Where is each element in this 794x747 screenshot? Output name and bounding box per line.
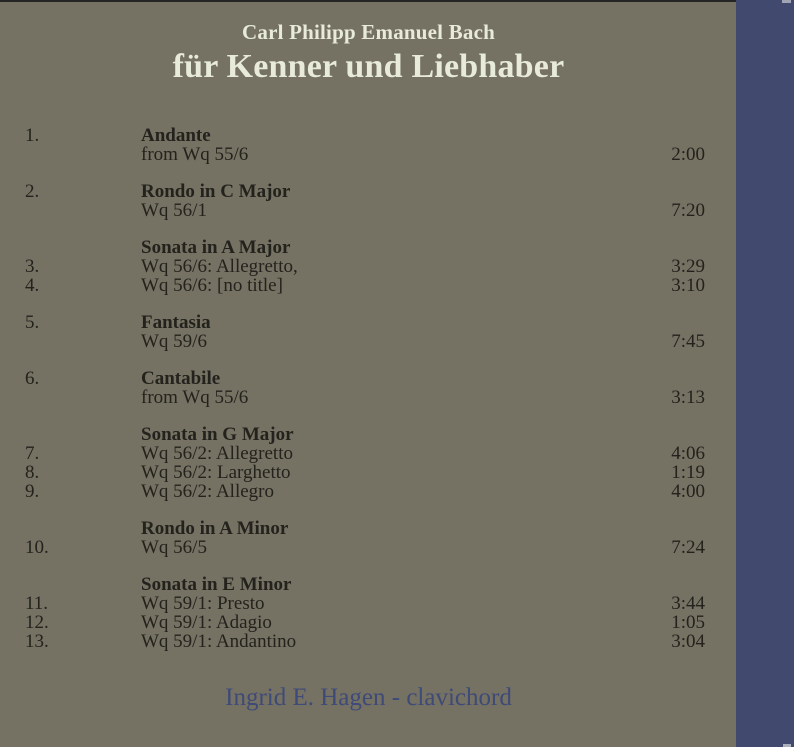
track-line <box>25 257 705 276</box>
track-time: 3:10 <box>671 275 705 296</box>
track-group <box>25 182 705 220</box>
track-number: 6. <box>25 368 40 389</box>
track-time: 4:06 <box>671 443 705 464</box>
track-group <box>25 126 705 164</box>
scan-artifact-top-right <box>782 0 791 3</box>
track-title: from Wq 55/6 <box>141 387 249 408</box>
track-number <box>25 575 141 594</box>
track-number <box>25 145 141 164</box>
track-list <box>25 126 705 669</box>
track-title: Wq 59/1: Andantino <box>141 631 297 652</box>
track-title: Wq 56/5 <box>141 537 207 558</box>
track-time: 7:45 <box>671 331 705 352</box>
track-title: Rondo in C Major <box>141 181 291 202</box>
work-heading-text: Sonata in E Minor <box>141 574 292 595</box>
track-title: Wq 56/6: Allegretto, <box>141 256 298 277</box>
track-number: 9. <box>25 481 40 502</box>
track-title: Wq 59/6 <box>141 331 207 352</box>
track-number: 12. <box>25 612 49 633</box>
track-title: Andante <box>141 125 211 146</box>
track-line <box>25 388 705 407</box>
track-line <box>25 276 705 295</box>
track-line <box>25 632 705 651</box>
artist-name: Carl Philipp Emanuel Bach <box>242 20 495 44</box>
track-title: Wq 56/6: [no title] <box>141 275 283 296</box>
track-time: 1:19 <box>671 462 705 483</box>
track-line <box>25 145 705 164</box>
track-title: from Wq 55/6 <box>141 144 249 165</box>
track-time: 4:00 <box>671 481 705 502</box>
track-number: 3. <box>25 256 40 277</box>
track-number: 4. <box>25 275 40 296</box>
track-time: 7:24 <box>671 537 705 558</box>
album-header <box>0 20 737 86</box>
track-line <box>25 126 705 145</box>
track-line <box>25 201 705 220</box>
track-line <box>25 538 705 557</box>
track-number <box>25 238 141 257</box>
track-number: 10. <box>25 537 49 558</box>
track-title: Wq 56/1 <box>141 200 207 221</box>
track-number <box>25 388 141 407</box>
track-time: 3:44 <box>671 593 705 614</box>
track-title: Fantasia <box>141 312 211 333</box>
work-heading <box>25 238 705 257</box>
track-line <box>25 313 705 332</box>
track-time: 2:00 <box>671 144 705 165</box>
track-group <box>25 313 705 351</box>
track-number: 2. <box>25 181 40 202</box>
track-time: 3:29 <box>671 256 705 277</box>
spine-stripe <box>736 0 794 747</box>
track-number <box>25 519 141 538</box>
track-line <box>25 369 705 388</box>
track-title: Wq 56/2: Larghetto <box>141 462 291 483</box>
work-heading <box>25 519 705 538</box>
track-group <box>25 575 705 651</box>
work-heading-text: Rondo in A Minor <box>141 518 289 539</box>
work-heading <box>25 425 705 444</box>
top-edge-line <box>0 0 794 2</box>
track-number: 13. <box>25 631 49 652</box>
track-group <box>25 519 705 557</box>
track-time: 3:04 <box>671 631 705 652</box>
track-title: Cantabile <box>141 368 221 389</box>
track-number: 11. <box>25 593 49 614</box>
track-line <box>25 482 705 501</box>
track-line <box>25 182 705 201</box>
track-number: 7. <box>25 443 40 464</box>
track-time: 7:20 <box>671 200 705 221</box>
work-heading-text: Sonata in A Major <box>141 237 291 258</box>
track-number <box>25 201 141 220</box>
performer-credit: Ingrid E. Hagen - clavichord <box>225 684 512 711</box>
track-title: Wq 56/2: Allegretto <box>141 443 293 464</box>
track-line <box>25 463 705 482</box>
album-title: für Kenner und Liebhaber <box>172 48 565 85</box>
work-heading <box>25 575 705 594</box>
track-title: Wq 56/2: Allegro <box>141 481 274 502</box>
track-number: 1. <box>25 125 40 146</box>
track-line <box>25 594 705 613</box>
track-time: 3:13 <box>671 387 705 408</box>
track-line <box>25 332 705 351</box>
track-line <box>25 613 705 632</box>
work-heading-text: Sonata in G Major <box>141 424 294 445</box>
track-title: Wq 59/1: Adagio <box>141 612 272 633</box>
track-number <box>25 425 141 444</box>
track-time: 1:05 <box>671 612 705 633</box>
track-number: 5. <box>25 312 40 333</box>
track-group <box>25 238 705 295</box>
track-number: 8. <box>25 462 40 483</box>
track-title: Wq 59/1: Presto <box>141 593 265 614</box>
track-number <box>25 332 141 351</box>
track-group <box>25 425 705 501</box>
track-line <box>25 444 705 463</box>
track-group <box>25 369 705 407</box>
